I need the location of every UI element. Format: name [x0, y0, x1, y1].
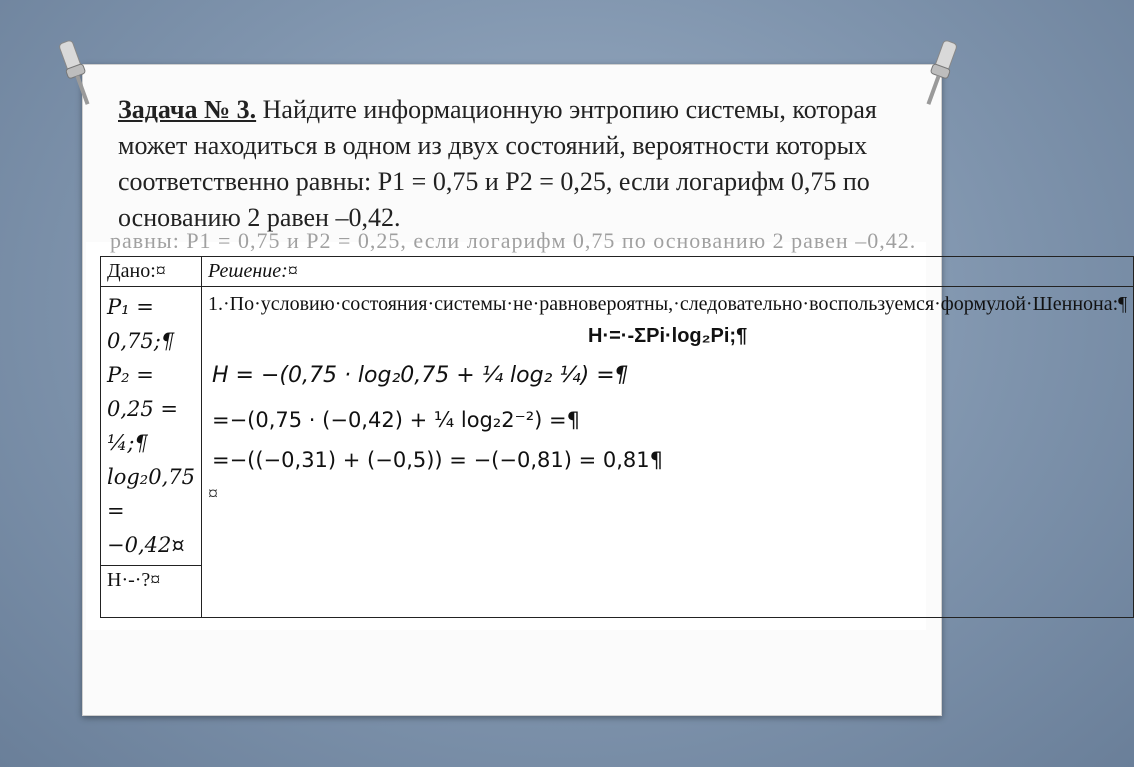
find-text: H·-·?¤ — [107, 569, 161, 591]
solution-text: 1.·По·условию·состояния·системы·не·равновероятны,·следовательно·воспользуемся·формулой·Шеннона:¶ — [207, 293, 1128, 315]
scanned-solution — [86, 228, 1128, 630]
equation-line: =−((−0,31) + (−0,5)) = −(−0,81) = 0,81¶ — [211, 448, 663, 472]
shannon-formula: H·=·-ΣPi·log₂Pi;¶ — [588, 325, 748, 347]
equation-line: H = −(0,75 · log₂0,75 + ¼ log₂ ¼) =¶ — [211, 363, 629, 388]
task-statement — [118, 92, 888, 236]
task-label: Задача № 3. — [118, 95, 257, 124]
scan-top-strip: равны: Р1 = 0,75 и Р2 = 0,25, если логарифм 0,75 по основанию 2 равен –0,42. — [110, 228, 917, 253]
given-line: P₁ = 0,75;¶ — [107, 295, 175, 353]
find-cell — [101, 566, 202, 618]
end-mark: ¤ — [207, 483, 218, 505]
solution-header: Решение:¤ — [201, 257, 1133, 287]
given-line: P₂ = 0,25 = ¼;¶ — [107, 363, 179, 455]
given-cell — [101, 287, 202, 566]
solution-table — [100, 256, 1134, 618]
solution-cell — [201, 287, 1133, 618]
given-header: Дано:¤ — [101, 257, 202, 287]
given-line: log₂0,75 = −0,42¤ — [107, 465, 195, 557]
task-text: Найдите информационную энтропию системы, которая может находиться в одном из двух состояний, вероятности которых соответственно равны: Р1 = 0,75 и Р2 = 0,25, если логарифм 0,75 по основанию 2 равен –0,42. — [118, 95, 877, 232]
equation-line: =−(0,75 · (−0,42) + ¼ log₂2⁻²) =¶ — [211, 408, 580, 432]
